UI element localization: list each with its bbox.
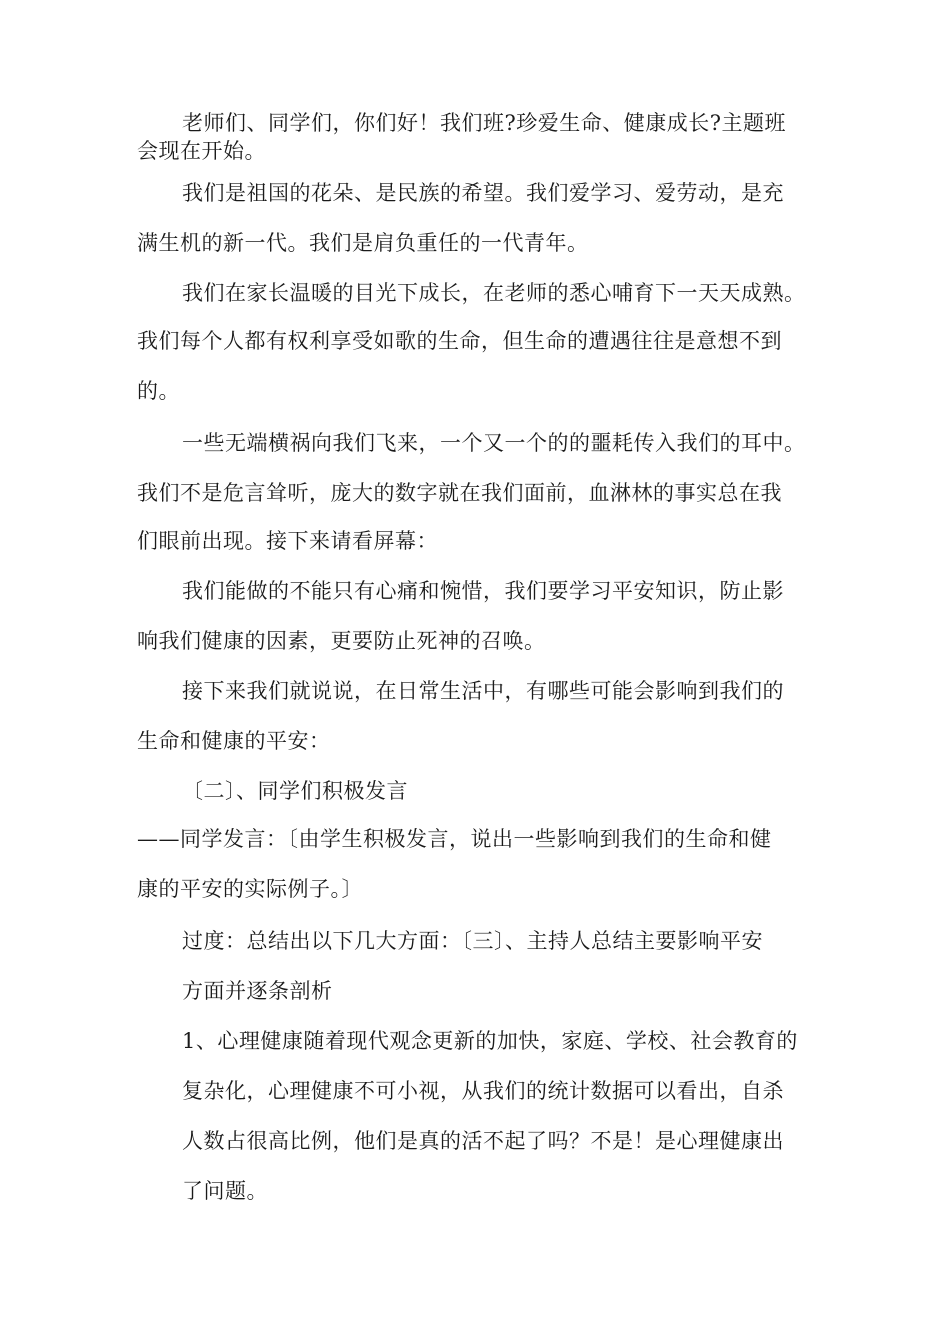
text-line: 过度：总结出以下几大方面：〔三〕、主持人总结主要影响平安 [182,929,763,953]
text-line: 响我们健康的因素，更要防止死神的召唤。 [137,629,546,653]
text-line: 我们每个人都有权利享受如歌的生命，但生命的遭遇往往是意想不到 [137,329,782,353]
text-line: 人数占很高比例，他们是真的活不起了吗？不是！是心理健康出 [182,1129,784,1153]
text-line: 接下来我们就说说，在日常生活中，有哪些可能会影响到我们的 [182,679,784,703]
text-line: 我们是祖国的花朵、是民族的希望。我们爱学习、爱劳动，是充 [182,181,784,205]
text-line: 满生机的新一代。我们是肩负重任的一代青年。 [137,231,589,255]
text-line: 老师们、同学们，你们好！我们班?珍爱生命、健康成长?主题班 [182,111,787,135]
text-line: 〔二〕、同学们积极发言 [182,779,408,803]
text-line: 的。 [137,379,180,403]
text-line: 会现在开始。 [137,139,266,163]
text-line: ——同学发言：〔由学生积极发言，说出一些影响到我们的生命和健 [137,827,772,851]
text-line: 我们不是危言耸听，庞大的数字就在我们面前，血淋林的事实总在我 [137,481,782,505]
text-line: 1、心理健康随着现代观念更新的加快，家庭、学校、社会教育的 [182,1029,798,1053]
text-line: 我们在家长温暖的目光下成长，在老师的悉心哺育下一天天成熟。 [182,281,806,305]
text-line: 复杂化，心理健康不可小视，从我们的统计数据可以看出，自杀 [182,1079,784,1103]
text-line: 一些无端横祸向我们飞来，一个又一个的的噩耗传入我们的耳中。 [182,431,806,455]
text-line: 了问题。 [182,1179,268,1203]
text-line: 康的平安的实际例子。〕 [137,877,363,901]
text-line: 我们能做的不能只有心痛和惋惜，我们要学习平安知识，防止影 [182,579,784,603]
text-line: 生命和健康的平安： [137,729,331,753]
text-line: 方面并逐条剖析 [182,979,333,1003]
text-line: 们眼前出现。接下来请看屏幕： [137,529,438,553]
